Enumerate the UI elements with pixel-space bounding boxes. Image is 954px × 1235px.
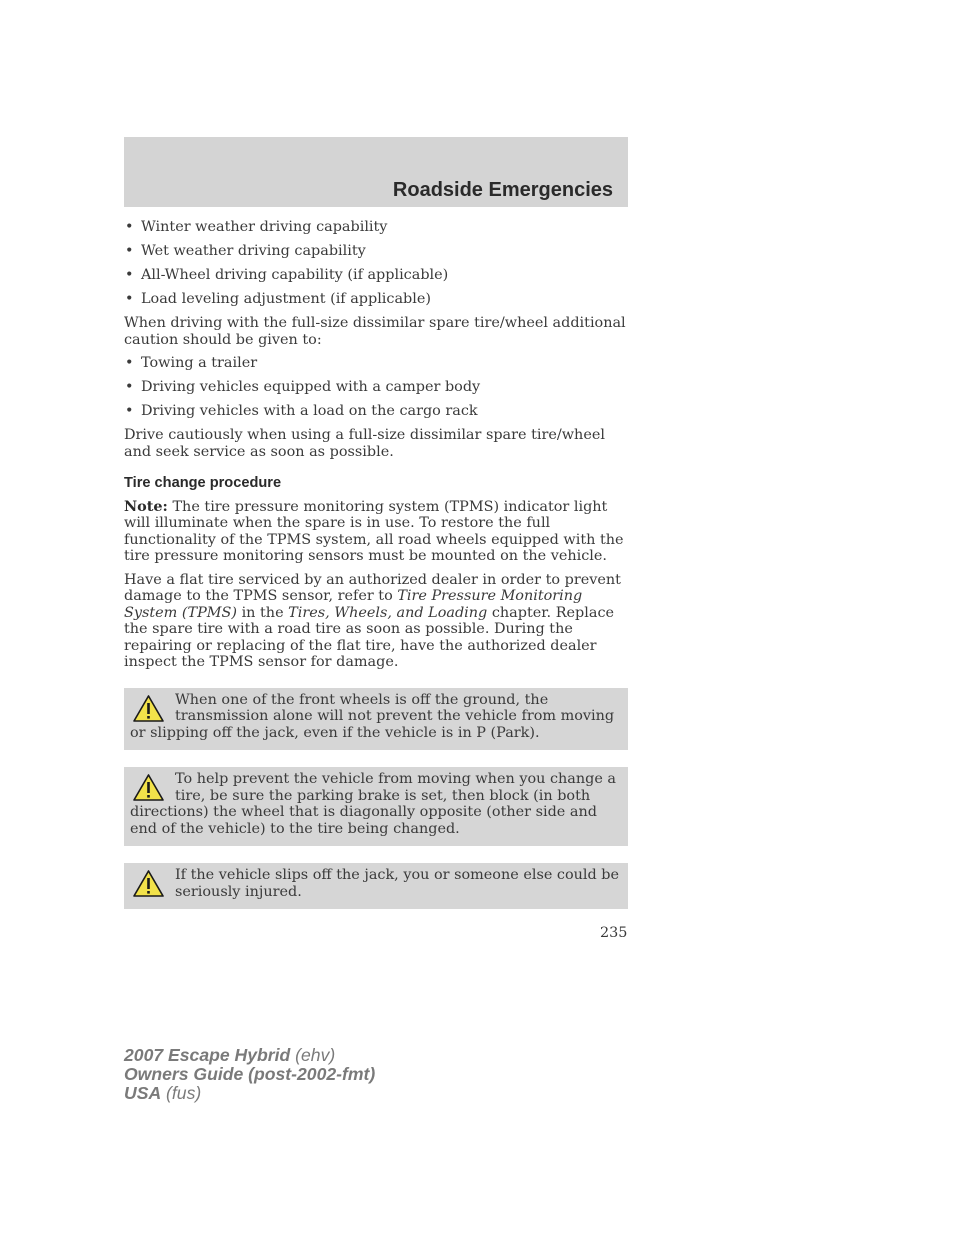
footer-line-1 [124,1046,375,1065]
note-label: Note: [124,497,168,515]
bullet-list-capabilities [124,219,628,308]
paragraph-caution-intro: When driving with the full-size dissimilar spare tire/wheel additional caution should be given to: [124,315,626,348]
list-item: • Winter weather driving capability [124,219,628,236]
footer-market: USA [124,1083,162,1103]
section-header-band [124,137,628,207]
footer-code: (ehv) [290,1045,336,1065]
text-span: chapter. Replace the spare tire with a road tire as soon as possible. During the repairing or replacing of the flat tire, have the authorized dealer inspect the TPMS sensor for damage. [124,604,615,670]
warning-triangle-icon [132,869,165,898]
footer-line-3 [124,1084,375,1103]
footer-code: (fus) [161,1083,202,1103]
warning-triangle-icon [132,694,165,723]
list-item: • Wet weather driving capability [124,243,628,260]
warning-box [124,767,628,846]
footer-model: 2007 Escape Hybrid [124,1045,291,1065]
note-paragraph [124,499,628,565]
list-item: • Towing a trailer [124,355,628,372]
section-title: Roadside Emergencies [392,179,613,201]
footer-guide: Owners Guide (post-2002-fmt) [124,1064,376,1084]
reference-chapter: Tires, Wheels, and Loading [288,604,488,621]
section-heading: Tire change procedure [124,475,282,491]
text-span: in the [237,604,289,621]
text-span: Have a flat tire serviced by an authorized dealer in order to prevent damage to the TPMS sensor, refer to [124,571,621,604]
page-number: 235 [600,925,628,941]
warning-text: To help prevent the vehicle from moving when you change a tire, be sure the parking brake is set, then block (in both directions) the wheel that is diagonally opposite (other side and end of the vehicle) to the tire being changed. [130,771,617,837]
list-item: • Driving vehicles equipped with a camper body [124,379,628,396]
warning-text: When one of the front wheels is off the ground, the transmission alone will not prevent the vehicle from moving or slipping off the jack, even if the vehicle is in P (Park). [130,691,615,741]
warning-box [124,688,628,751]
list-item: • Driving vehicles with a load on the cargo rack [124,403,628,420]
document-footer [124,1046,375,1103]
paragraph-drive-cautiously: Drive cautiously when using a full-size dissimilar spare tire/wheel and seek service as soon as possible. [124,427,605,460]
footer-line-2 [124,1065,375,1084]
paragraph-tpms-service [124,572,628,671]
reference-tpms: Tire Pressure Monitoring System (TPMS) [124,588,583,621]
warning-text: If the vehicle slips off the jack, you or someone else could be seriously injured. [175,867,620,900]
warning-triangle-icon [132,773,165,802]
list-item: • All-Wheel driving capability (if applicable) [124,267,628,284]
page-content [124,219,628,909]
note-text: The tire pressure monitoring system (TPMS) indicator light will illuminate when the spare is in use. To restore the full functionality of the TPMS system, all road wheels equipped with the tire pressure monitoring sensors must be mounted on the vehicle. [124,498,624,564]
bullet-list-cautions [124,355,628,420]
warning-box [124,863,628,909]
list-item: • Load leveling adjustment (if applicable) [124,291,628,308]
